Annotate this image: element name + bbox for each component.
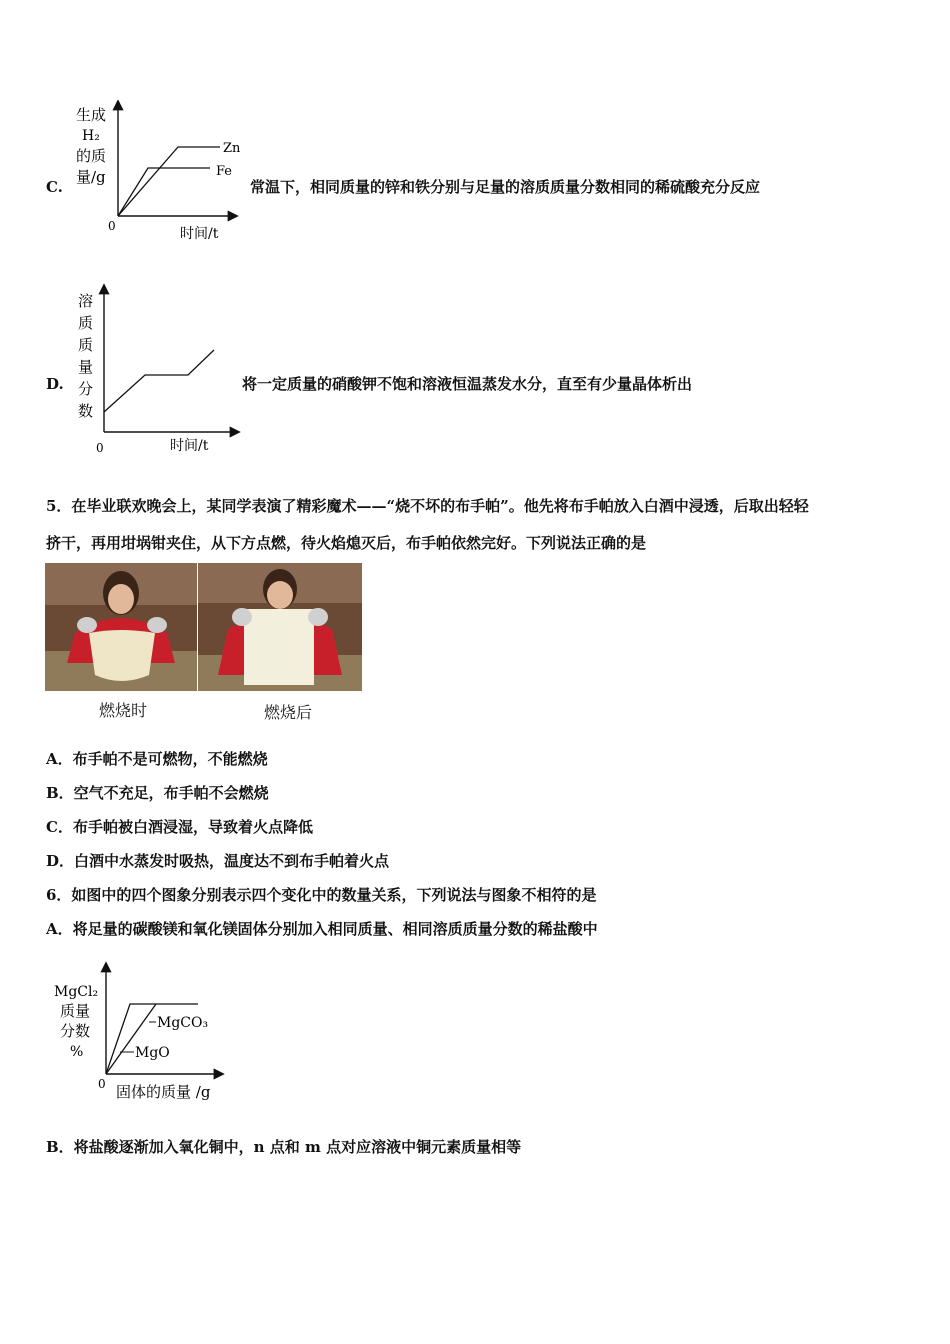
graph-c-zn-line [118,147,220,216]
graph-q6a-ylabel-1: MgCl₂ [54,984,99,1000]
graph-d-origin: 0 [96,441,104,455]
graph-q6a-origin: 0 [98,1077,106,1091]
q5-stem-line-1: 5．在毕业联欢晚会上，某同学表演了精彩魔术——“烧不坏的布手帕”。他先将布手帕放入白酒中浸透，后取出轻轻 [46,497,809,515]
q5-option-c: C．布手帕被白酒浸湿，导致着火点降低 [46,818,313,836]
q5-option-d: D．白酒中水蒸发时吸热，温度达不到布手帕着火点 [46,852,390,870]
graph-q6a-ylabel-2: 质量 [60,1002,91,1020]
graph-q6a-ylabel-3: 分数 [60,1022,91,1040]
option-c-text: 常温下，相同质量的锌和铁分别与足量的溶质质量分数相同的稀硫酸充分反应 [250,178,761,196]
q5-stem-line-2: 挤干，再用坩埚钳夹住，从下方点燃，待火焰熄灭后，布手帕依然完好。下列说法正确的是 [46,534,647,552]
photo-after-burning-svg [198,563,362,691]
graph-d-ylabel-1: 溶 [78,292,94,310]
graph-c-ylabel-2: H₂ [82,128,100,144]
photo-burning-svg [45,563,197,691]
graph-d-svg [70,282,250,462]
graph-d-xlabel: 时间/t [170,438,209,454]
graph-d-ylabel-5: 分 [78,380,94,398]
graph-q6a [50,960,250,1105]
option-d-text: 将一定质量的硝酸钾不饱和溶液恒温蒸发水分，直至有少量晶体析出 [242,375,693,393]
graph-d-ylabel-6: 数 [78,402,94,420]
graph-q6a-mgco3-line [106,1004,156,1074]
graph-c-ylabel-1: 生成 [76,106,107,124]
graph-c-fe-label: Fe [216,164,233,179]
graph-d-ylabel-4: 量 [78,358,94,376]
graph-c-xlabel: 时间/t [180,226,219,242]
option-d-letter: D. [46,375,64,393]
caption-after-burning: 燃烧后 [264,703,313,722]
graph-c [60,100,250,250]
graph-q6a-mgco3-label: MgCO₃ [157,1015,209,1031]
photo-burning [45,563,197,691]
graph-q6a-mgo-label: MgO [135,1045,170,1061]
q6-option-b: B．将盐酸逐渐加入氧化铜中，n 点和 m 点对应溶液中铜元素质量相等 [46,1138,522,1156]
graph-c-zn-label: Zn [223,141,241,156]
graph-c-origin: 0 [108,219,116,233]
caption-burning: 燃烧时 [99,701,148,720]
graph-c-svg [60,100,250,250]
q5-option-a: A．布手帕不是可燃物，不能燃烧 [46,750,268,768]
graph-d-line [104,350,214,412]
graph-q6a-xlabel: 固体的质量 /g [116,1083,211,1101]
graph-d-ylabel-2: 质 [78,314,94,332]
graph-c-ylabel-4: 量/g [76,168,106,186]
graph-c-ylabel-3: 的质 [76,147,107,165]
graph-d-ylabel-3: 质 [78,336,94,354]
photo-after-burning [198,563,362,691]
q6-stem: 6．如图中的四个图象分别表示四个变化中的数量关系，下列说法与图象不相符的是 [46,886,597,904]
graph-c-fe-line [118,168,210,216]
graph-d [70,282,250,462]
q5-option-b: B．空气不充足，布手帕不会燃烧 [46,784,269,802]
graph-q6a-svg [50,960,250,1105]
q6-option-a: A．将足量的碳酸镁和氧化镁固体分别加入相同质量、相同溶质质量分数的稀盐酸中 [46,920,598,938]
graph-q6a-ylabel-4: % [70,1044,84,1060]
option-c-letter: C. [46,178,63,196]
